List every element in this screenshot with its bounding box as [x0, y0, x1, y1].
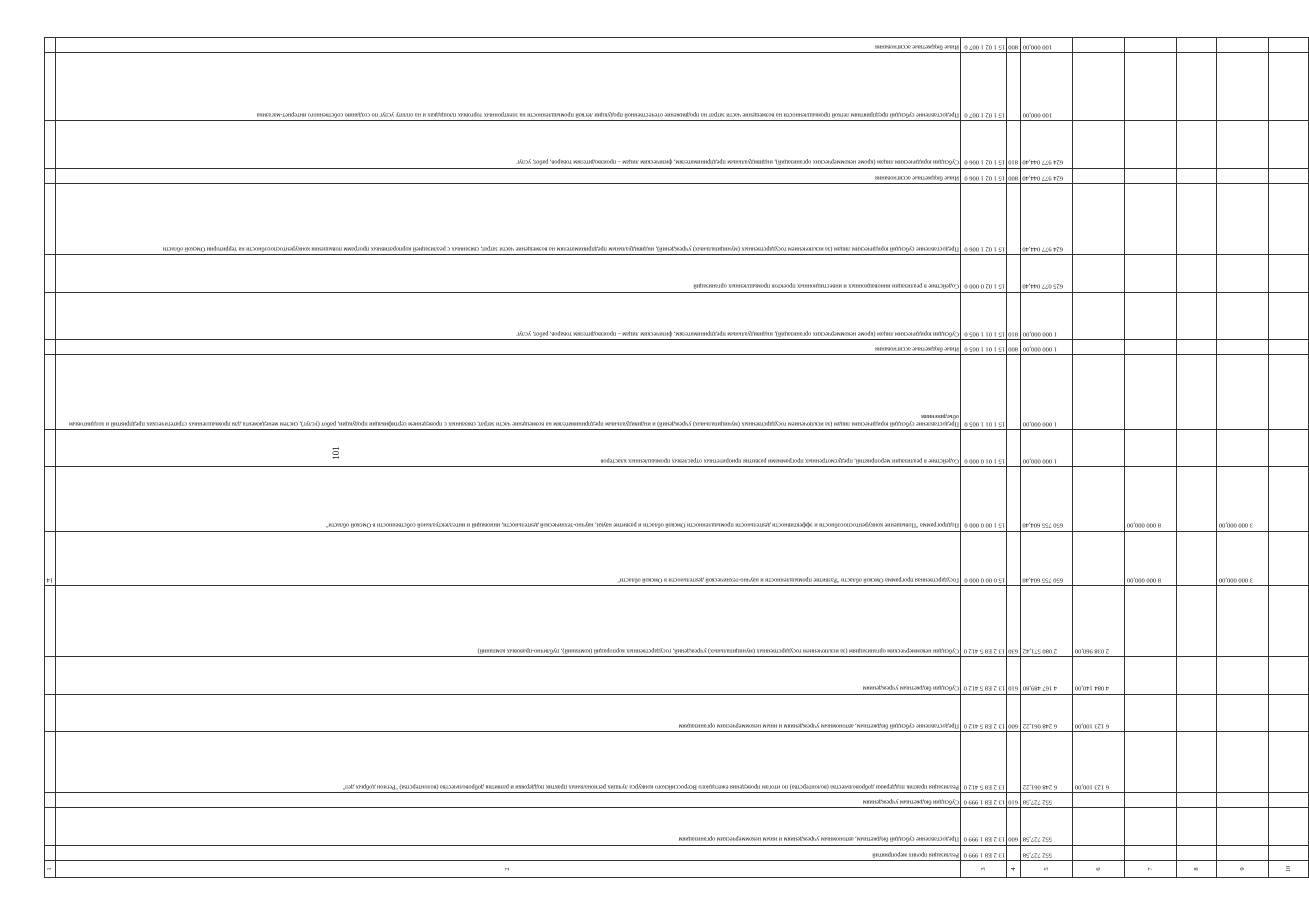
cell-c8 [1177, 586, 1217, 657]
cell-c7 [1125, 845, 1177, 860]
cell-c10 [1269, 292, 1309, 340]
cell-c5: 624 977 044,40 [1021, 184, 1073, 255]
cell-text: Предоставление субсидий юридическим лицам (за исключением государственных (муниципальных) учреждений), индивидуальным предпринимателям на возмещение части затрат, связанных с реализацией корпоративных программ повышения конкурентоспособности на территории Омской области [56, 184, 961, 255]
cell-c10 [1269, 845, 1309, 860]
cell-c10 [1269, 467, 1309, 531]
cell-c6: 2 038 960,00 [1073, 586, 1125, 657]
cell-c9 [1217, 793, 1269, 808]
cell-c8 [1177, 467, 1217, 531]
cell-c10 [1269, 694, 1309, 731]
cell-c7 [1125, 808, 1177, 845]
cell-c8 [1177, 355, 1217, 430]
cell-c4 [1007, 430, 1021, 467]
cell-c4: 600 [1007, 808, 1021, 845]
cell-text: Субсидии юридическим лицам (кроме некоммерческих организаций), индивидуальным предпринимателям, физическим лицам – производителям товаров, работ, услуг [56, 121, 961, 169]
cell-c5: 1 000 000,00 [1021, 430, 1073, 467]
column-header-6: 6 [1073, 861, 1125, 878]
cell-c8 [1177, 793, 1217, 808]
cell-c7 [1125, 340, 1177, 355]
cell-code: 13 2 E8 5 412 0 [961, 732, 1007, 793]
cell-n [45, 121, 56, 169]
cell-c5: 6 248 061,22 [1021, 732, 1073, 793]
cell-c8 [1177, 121, 1217, 169]
cell-c7 [1125, 355, 1177, 430]
cell-c6 [1073, 808, 1125, 845]
column-header-1: 1 [45, 861, 56, 878]
column-header-7: 7 [1125, 861, 1177, 878]
cell-c4 [1007, 355, 1021, 430]
cell-code: 15 1 02 1 007 0 [961, 53, 1007, 121]
cell-code: 15 1 02 0 000 0 [961, 255, 1007, 292]
column-header-2: 2 [56, 861, 961, 878]
cell-text: Реализация практик поддержки добровольчества (волонтерства) по итогам проведения ежегодного Всероссийского конкурса лучших региональных практик поддержки и развития добровольчества (волонтерства) "Регион добрых дел" [56, 732, 961, 793]
cell-c10 [1269, 53, 1309, 121]
cell-c6 [1073, 53, 1125, 121]
cell-c7 [1125, 586, 1177, 657]
cell-c7 [1125, 121, 1177, 169]
cell-c7 [1125, 694, 1177, 731]
cell-n [45, 168, 56, 183]
cell-c10 [1269, 340, 1309, 355]
cell-n [45, 586, 56, 657]
cell-c10 [1269, 793, 1309, 808]
cell-c6 [1073, 38, 1125, 53]
cell-c7 [1125, 430, 1177, 467]
cell-n [45, 793, 56, 808]
cell-c8 [1177, 255, 1217, 292]
cell-text: Иные бюджетные ассигнования [56, 168, 961, 183]
cell-c5: 624 977 044,40 [1021, 168, 1073, 183]
cell-c9 [1217, 732, 1269, 793]
cell-c9 [1217, 430, 1269, 467]
cell-c6 [1073, 845, 1125, 860]
cell-n [45, 430, 56, 467]
cell-c7 [1125, 255, 1177, 292]
cell-n [45, 53, 56, 121]
cell-c4 [1007, 467, 1021, 531]
cell-c7 [1125, 184, 1177, 255]
cell-text: Реализация прочих мероприятий [56, 845, 961, 860]
cell-text: Субсидии юридическим лицам (кроме некоммерческих организаций), индивидуальным предпринимателям, физическим лицам – производителям товаров, работ, услуг [56, 292, 961, 340]
cell-code: 15 1 02 1 007 0 [961, 38, 1007, 53]
cell-text: Содействие в реализации мероприятий, предусмотренных программами развития приоритетных отраслевых промышленных кластеров [56, 430, 961, 467]
cell-c4: 610 [1007, 793, 1021, 808]
cell-c9 [1217, 184, 1269, 255]
cell-code: 15 0 00 0 000 0 [961, 531, 1007, 585]
cell-c7: 8 000 000,00 [1125, 531, 1177, 585]
cell-c4: 630 [1007, 586, 1021, 657]
cell-code: 15 1 02 1 006 0 [961, 184, 1007, 255]
cell-c10 [1269, 586, 1309, 657]
cell-c10 [1269, 808, 1309, 845]
cell-c6 [1073, 340, 1125, 355]
cell-c4 [1007, 53, 1021, 121]
cell-code: 15 1 01 1 005 0 [961, 355, 1007, 430]
budget-table [44, 37, 1309, 878]
cell-c8 [1177, 340, 1217, 355]
cell-n: 14 [45, 531, 56, 585]
cell-c9 [1217, 586, 1269, 657]
cell-c9: 3 000 000,00 [1217, 531, 1269, 585]
cell-c5: 4 167 489,80 [1021, 657, 1073, 694]
cell-c4 [1007, 531, 1021, 585]
cell-c9 [1217, 255, 1269, 292]
cell-text: Иные бюджетные ассигнования [56, 340, 961, 355]
cell-n [45, 694, 56, 731]
cell-code: 15 1 01 1 005 0 [961, 292, 1007, 340]
cell-c9 [1217, 657, 1269, 694]
cell-code: 15 1 01 1 005 0 [961, 340, 1007, 355]
cell-c5: 625 077 044,40 [1021, 255, 1073, 292]
cell-c5: 1 000 000,00 [1021, 355, 1073, 430]
cell-n [45, 808, 56, 845]
cell-c4: 800 [1007, 38, 1021, 53]
cell-n [45, 340, 56, 355]
cell-c4: 810 [1007, 292, 1021, 340]
cell-c6 [1073, 430, 1125, 467]
cell-code: 15 1 02 1 006 0 [961, 168, 1007, 183]
cell-c5: 552 727,58 [1021, 793, 1073, 808]
cell-code: 13 2 E8 5 412 0 [961, 586, 1007, 657]
cell-c9 [1217, 845, 1269, 860]
cell-text: Предоставление субсидий предприятиям легкой промышленности на возмещение части затрат на продвижение отечественной продукции легкой промышленности на электронных торговых площадках и на оплату услуг по созданию собственного интернет-магазина [56, 53, 961, 121]
cell-c9 [1217, 121, 1269, 169]
cell-c4: 610 [1007, 657, 1021, 694]
cell-c10 [1269, 184, 1309, 255]
cell-c9 [1217, 340, 1269, 355]
cell-c10 [1269, 38, 1309, 53]
cell-c8 [1177, 845, 1217, 860]
cell-c6 [1073, 531, 1125, 585]
cell-c7: 8 000 000,00 [1125, 467, 1177, 531]
cell-c5: 6 248 061,22 [1021, 694, 1073, 731]
cell-c6: 6 123 100,00 [1073, 694, 1125, 731]
cell-c5: 100 000,00 [1021, 53, 1073, 121]
cell-n [45, 255, 56, 292]
column-header-8: 8 [1177, 861, 1217, 878]
cell-c4 [1007, 255, 1021, 292]
cell-c5: 624 977 044,40 [1021, 121, 1073, 169]
cell-c9 [1217, 38, 1269, 53]
cell-c8 [1177, 531, 1217, 585]
cell-c6 [1073, 184, 1125, 255]
cell-c8 [1177, 53, 1217, 121]
cell-c10 [1269, 430, 1309, 467]
cell-text: Предоставление субсидий бюджетным, автономным учреждениям и иным некоммерческим организациям [56, 808, 961, 845]
page-number: 101 [331, 446, 341, 460]
cell-c7 [1125, 168, 1177, 183]
cell-code: 13 2 E8 1 999 0 [961, 808, 1007, 845]
cell-text: Субсидии бюджетным учреждениям [56, 793, 961, 808]
column-header-10: 10 [1269, 861, 1309, 878]
column-header-5: 5 [1021, 861, 1073, 878]
cell-text: Субсидии бюджетным учреждениям [56, 657, 961, 694]
cell-c9 [1217, 808, 1269, 845]
cell-code: 15 1 00 0 000 0 [961, 467, 1007, 531]
cell-c10 [1269, 255, 1309, 292]
cell-c5: 650 755 604,40 [1021, 531, 1073, 585]
cell-n [45, 292, 56, 340]
cell-c8 [1177, 694, 1217, 731]
cell-c8 [1177, 38, 1217, 53]
cell-c4 [1007, 184, 1021, 255]
cell-c4: 800 [1007, 340, 1021, 355]
cell-n [45, 184, 56, 255]
cell-c6 [1073, 255, 1125, 292]
cell-c7 [1125, 38, 1177, 53]
cell-text: Субсидии некоммерческим организациям (за исключением государственных (муниципальных) учреждений, государственных корпораций (компаний), публично-правовых компаний) [56, 586, 961, 657]
cell-c4: 800 [1007, 168, 1021, 183]
cell-c5: 552 727,58 [1021, 808, 1073, 845]
cell-c4: 810 [1007, 121, 1021, 169]
cell-c6: 4 084 140,00 [1073, 657, 1125, 694]
cell-c4 [1007, 845, 1021, 860]
cell-c7 [1125, 292, 1177, 340]
column-header-3: 3 [961, 861, 1007, 878]
cell-c6 [1073, 168, 1125, 183]
cell-n [45, 732, 56, 793]
cell-c5: 1 000 000,00 [1021, 340, 1073, 355]
cell-code: 15 1 01 0 000 0 [961, 430, 1007, 467]
cell-n [45, 38, 56, 53]
cell-c8 [1177, 657, 1217, 694]
cell-c8 [1177, 808, 1217, 845]
column-header-4: 4 [1007, 861, 1021, 878]
cell-text: Предоставление субсидий бюджетным, автономным учреждениям и иным некоммерческим организациям [56, 694, 961, 731]
rotated-table-frame [44, 38, 1292, 878]
cell-c5: 2 080 571,42 [1021, 586, 1073, 657]
rotated-sheet [44, 38, 1292, 878]
cell-c10 [1269, 732, 1309, 793]
cell-code: 13 2 E8 1 999 0 [961, 845, 1007, 860]
cell-c7 [1125, 657, 1177, 694]
cell-text: Подпрограмма "Повышение конкурентоспособности и эффективности деятельности промышленности Омской области и развитие науки, научно-технической деятельности, инноваций и интеллектуальной собственности в Омской области" [56, 467, 961, 531]
cell-c6 [1073, 292, 1125, 340]
cell-c4: 600 [1007, 694, 1021, 731]
cell-c9 [1217, 355, 1269, 430]
cell-c6 [1073, 355, 1125, 430]
cell-c5: 1 000 000,00 [1021, 292, 1073, 340]
cell-c10 [1269, 531, 1309, 585]
cell-n [45, 657, 56, 694]
cell-c7 [1125, 793, 1177, 808]
cell-code: 13 2 E8 1 999 0 [961, 793, 1007, 808]
cell-c8 [1177, 292, 1217, 340]
cell-c10 [1269, 355, 1309, 430]
cell-c6 [1073, 793, 1125, 808]
cell-code: 15 1 02 1 006 0 [961, 121, 1007, 169]
cell-c8 [1177, 184, 1217, 255]
cell-c5: 650 755 604,40 [1021, 467, 1073, 531]
cell-code: 13 2 E8 5 412 0 [961, 657, 1007, 694]
cell-code: 13 2 E8 5 412 0 [961, 694, 1007, 731]
cell-c8 [1177, 168, 1217, 183]
cell-c5: 100 000,00 [1021, 38, 1073, 53]
cell-n [45, 845, 56, 860]
cell-c9 [1217, 694, 1269, 731]
cell-c9: 3 000 000,00 [1217, 467, 1269, 531]
cell-c9 [1217, 53, 1269, 121]
cell-c8 [1177, 430, 1217, 467]
cell-n [45, 467, 56, 531]
cell-c5: 552 727,58 [1021, 845, 1073, 860]
cell-c6: 6 123 100,00 [1073, 732, 1125, 793]
cell-c10 [1269, 121, 1309, 169]
cell-c7 [1125, 732, 1177, 793]
cell-c8 [1177, 732, 1217, 793]
cell-text: Государственная программа Омской области "Развитие промышленности и научно-технической деятельности в Омской области" [56, 531, 961, 585]
cell-c6 [1073, 467, 1125, 531]
cell-c10 [1269, 657, 1309, 694]
cell-c9 [1217, 292, 1269, 340]
cell-c10 [1269, 168, 1309, 183]
cell-text: Предоставление субсидий юридическим лицам (за исключением государственных (муниципальных) учреждений) и индивидуальным предпринимателям на возмещение части затрат, связанных с проведением сертификации продукции, работ (услуг), систем менеджмента для промышленных стратегических предприятий и холдинговым объединениям [56, 355, 961, 430]
column-header-9: 9 [1217, 861, 1269, 878]
cell-n [45, 355, 56, 430]
cell-c7 [1125, 53, 1177, 121]
cell-text: Иные бюджетные ассигнования [56, 38, 961, 53]
cell-c4 [1007, 732, 1021, 793]
cell-c6 [1073, 121, 1125, 169]
cell-text: Содействие в реализации инновационных и инвестиционных проектов промышленных организаций [56, 255, 961, 292]
cell-c9 [1217, 168, 1269, 183]
